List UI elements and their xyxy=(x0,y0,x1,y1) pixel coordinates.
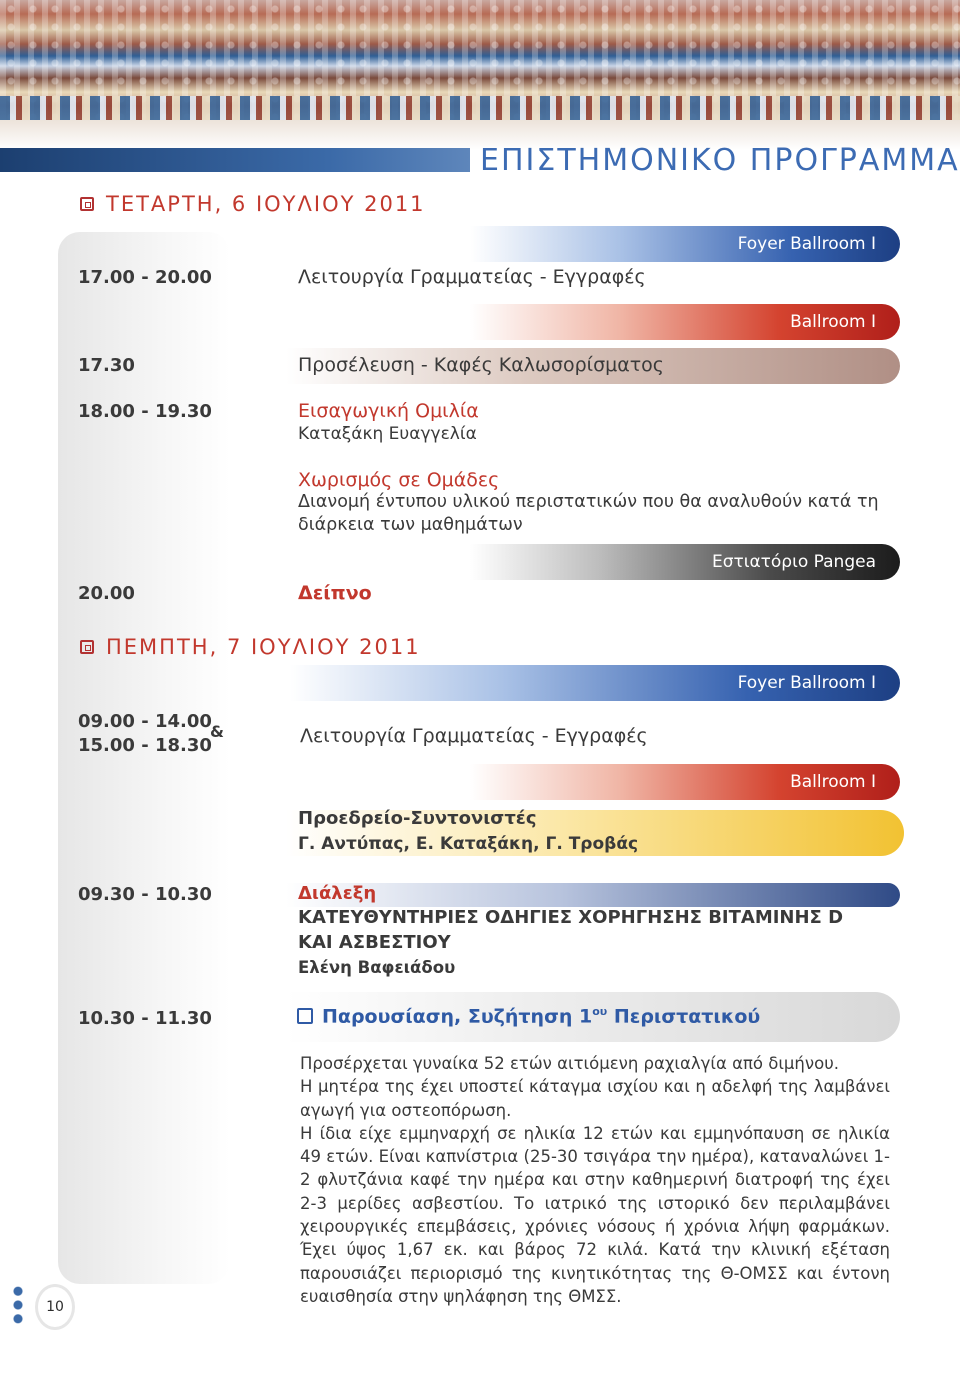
location-label: Ballroom I xyxy=(790,772,876,792)
session-time: 17.30 xyxy=(78,355,135,376)
meander-icon xyxy=(297,1008,313,1024)
case-paragraph: Η ίδια είχε εμμηναρχή σε ηλικία 12 ετών και εμμηνόπαυση σε ηλικία 49 ετών. Είναι καπνίστρια (25-30 τσιγάρα την ημέρα), καταναλώνει 1-2 φλυτζάνια καφέ την ημέρα και στην καθημερινή διατροφή της έχει 2-3 μερίδες ασβεστίου. Το ιατρικό της ιστορικό δεν περιλαμβάνει χειρουργικές επεμβάσεις, χρόνιες νόσους ή χρόνια λήψη φαρμάκων. Έχει ύψος 1,67 εκ. και βάρος 72 κιλά. Κατά την κλινική εξέταση παρουσιάζει περιορισμό της κινητικότητας της Θ-ΟΜΣΣ και έντονη ευαισθησία στην ψηλάφηση της ΘΜΣΣ. xyxy=(300,1123,890,1306)
session-time: 18.00 - 19.30 xyxy=(78,401,212,422)
time-column xyxy=(58,232,230,1284)
title-bar xyxy=(0,148,470,172)
location-bar xyxy=(470,304,900,340)
chairs-title: Προεδρείο-Συντονιστές xyxy=(298,808,537,829)
session-text: Προσέλευση - Καφές Καλωσορίσματος xyxy=(298,354,664,376)
session-time-afternoon: 15.00 - 18.30 xyxy=(78,735,212,756)
meander-icon xyxy=(80,197,94,211)
session-time: 17.00 - 20.00 xyxy=(78,267,212,288)
location-label: Foyer Ballroom I xyxy=(737,234,876,254)
location-bar xyxy=(470,226,900,262)
day-heading: ΤΕΤΑΡΤΗ, 6 ΙΟΥΛΙΟΥ 2011 xyxy=(106,192,426,216)
presentation-title-end: Περιστατικού xyxy=(607,1005,761,1028)
location-bar xyxy=(470,544,900,580)
session-description-line1: Διανομή έντυπου υλικού περιστατικών που θα αναλυθούν κατά τη xyxy=(298,492,879,512)
ampersand: & xyxy=(210,722,224,741)
session-title: Εισαγωγική Ομιλία xyxy=(298,400,479,422)
session-time: 20.00 xyxy=(78,583,135,604)
session-time: 10.30 - 11.30 xyxy=(78,1008,212,1029)
session-title: Δείπνο xyxy=(298,582,372,604)
page-title: ΕΠΙΣΤΗΜΟΝΙΚΟ ΠΡΟΓΡΑΜΜΑ xyxy=(480,143,960,178)
speaker-name: Καταξάκη Ευαγγελία xyxy=(298,424,477,444)
lecture-title-line1: ΚΑΤΕΥΘΥΝΤΗΡΙΕΣ ΟΔΗΓΙΕΣ ΧΟΡΗΓΗΣΗΣ ΒΙΤΑΜΙΝΗΣ D xyxy=(298,907,844,928)
page-number: 10 xyxy=(35,1284,75,1330)
lecture-title-line2: ΚΑΙ ΑΣΒΕΣΤΙΟΥ xyxy=(298,932,451,953)
case-paragraph: Προσέρχεται γυναίκα 52 ετών αιτιόμενη ραχιαλγία από διμήνου. xyxy=(300,1054,839,1073)
decorative-band xyxy=(0,96,960,120)
meander-icon xyxy=(80,640,94,654)
session-time-morning: 09.00 - 14.00 xyxy=(78,711,212,732)
session-bar xyxy=(286,883,900,907)
session-text: Λειτουργία Γραμματείας - Εγγραφές xyxy=(298,266,646,288)
location-bar xyxy=(470,764,900,800)
presentation-title-main: Παρουσίαση, Συζήτηση 1 xyxy=(322,1005,593,1028)
session-time: 09.30 - 10.30 xyxy=(78,884,212,905)
day-heading: ΠΕΜΠΤΗ, 7 ΙΟΥΛΙΟΥ 2011 xyxy=(106,635,421,659)
chairs-names: Γ. Αντύπας, Ε. Καταξάκη, Γ. Τροβάς xyxy=(298,834,639,854)
speaker-name: Ελένη Βαφειάδου xyxy=(298,958,456,977)
location-label: Foyer Ballroom I xyxy=(737,673,876,693)
presentation-title xyxy=(322,1005,760,1027)
location-label: Ballroom I xyxy=(790,312,876,332)
presentation-title-sup: ου xyxy=(592,1005,608,1018)
session-description-line2: διάρκεια των μαθημάτων xyxy=(298,515,523,535)
location-label: Εστιατόριο Pangea xyxy=(711,552,876,572)
session-title: Διάλεξη xyxy=(298,883,377,904)
session-title: Χωρισμός σε Ομάδες xyxy=(298,469,500,491)
case-paragraph: Η μητέρα της έχει υποστεί κάταγμα ισχίου και η αδελφή της λαμβάνει αγωγή για οστεοπόρωση. xyxy=(300,1077,890,1120)
location-bar xyxy=(290,665,900,701)
session-text: Λειτουργία Γραμματείας - Εγγραφές xyxy=(300,725,648,747)
case-description xyxy=(300,1052,890,1308)
page-ornament xyxy=(6,1282,30,1328)
